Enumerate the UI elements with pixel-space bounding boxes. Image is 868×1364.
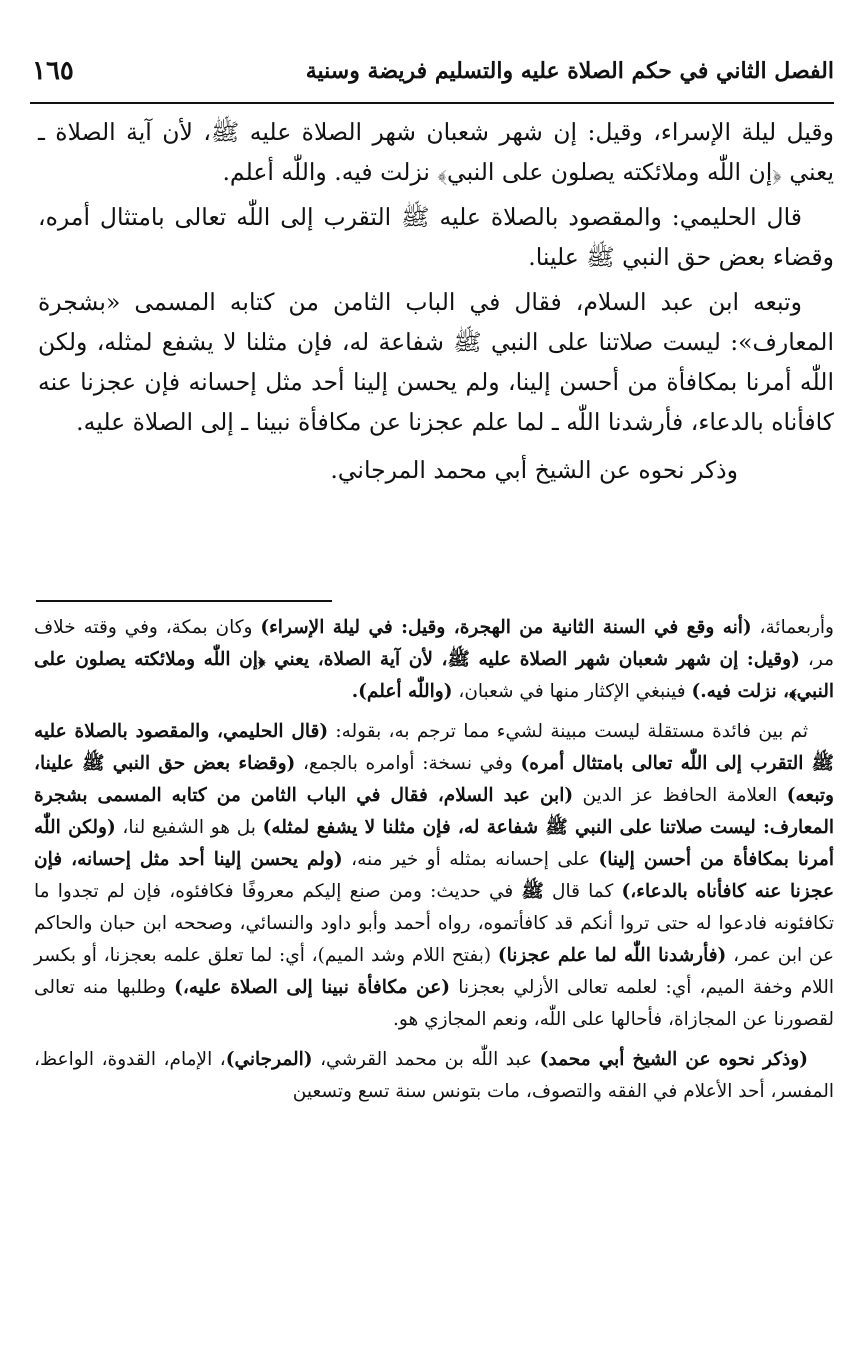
- quoted-matn: (فأرشدنا اللّٰه لما علم عجزنا): [497, 945, 727, 966]
- commentary-text-run: فينبغي الإكثار منها في شعبان،: [452, 681, 692, 702]
- chapter-title: الفصل الثاني في حكم الصلاة عليه والتسليم فريضة وسنية: [305, 58, 834, 84]
- commentary-text-run: ، الإمام، القدوة، الواعظ، المفسر، أحد الأعلام في الفقه والتصوف، مات بتونس سنة تسع وتسعين: [34, 1049, 834, 1102]
- main-text: [38, 112, 834, 495]
- commentary-paragraph-3: [34, 1044, 834, 1108]
- quoted-matn: (قال الحليمي، والمقصود بالصلاة عليه ﷺ التقرب إلى اللّٰه تعالى بامتثال أمره): [34, 721, 834, 774]
- running-header: [30, 52, 834, 104]
- quoted-matn: (واللّٰه أعلم).: [351, 681, 453, 702]
- commentary-paragraph-1: [34, 612, 834, 708]
- commentary-text-run: في حديث: ومن صنع إليكم معروفًا فكافئوه، فإن لم تجدوا ما تكافئونه فادعوا له حتى تروا أنكم قد كافأتموه، رواه أحمد وأبو داود والنسائي، وصححه ابن حبان والحاكم عن ابن عمر،: [34, 881, 834, 966]
- quoted-matn: (ابن عبد السلام، فقال في الباب الثامن من كتابه المسمى بشجرة المعارف: ليست صلاتنا على النبي ﷺ شفاعة له، فإن مثلنا لا يشفع لمثله): [34, 785, 834, 838]
- quoted-matn: (وقضاء بعض حق النبي ﷺ علينا، وتبعه): [34, 753, 834, 806]
- commentary-text-run: وأربعمائة،: [751, 617, 834, 638]
- commentary-text-run: العلامة الحافظ عز الدين: [573, 785, 787, 806]
- quoted-matn: (ولم يحسن إلينا أحد مثل إحسانه، فإن عجزنا عنه كافأناه بالدعاء،): [34, 849, 834, 902]
- quoted-matn: (ولكن اللّٰه أمرنا بمكافأة من أحسن إلينا): [34, 817, 834, 870]
- main-paragraph-2: قال الحليمي: والمقصود بالصلاة عليه ﷺ التقرب إلى اللّٰه تعالى بامتثال أمره، وقضاء بعض حق النبي ﷺ علينا.: [38, 203, 834, 271]
- commentary-text-run: ثم بين فائدة مستقلة ليست مبينة لشيء مما ترجم به، بقوله:: [328, 721, 808, 742]
- footnote-separator: [36, 600, 332, 602]
- quoted-matn: (عن مكافأة نبينا إلى الصلاة عليه،): [174, 977, 451, 998]
- commentary-text-run: عبد اللّٰه بن محمد القرشي،: [312, 1049, 540, 1070]
- commentary-text-run: كما قال: [543, 881, 622, 902]
- main-paragraph-1: وقيل ليلة الإسراء، وقيل: إن شهر شعبان شهر الصلاة عليه ﷺ، لأن آية الصلاة ـ يعني ﴿إن اللّٰه وملائكته يصلون على النبي﴾ نزلت فيه. واللّٰه أعلم.: [38, 118, 834, 186]
- quoted-matn: (وقيل: إن شهر شعبان شهر الصلاة عليه ﷺ، لأن آية الصلاة، يعني ﴿إن اللّٰه وملائكته يصلون على النبي﴾، نزلت فيه.): [34, 649, 834, 702]
- quoted-matn: (أنه وقع في السنة الثانية من الهجرة، وقيل: في ليلة الإسراء): [260, 617, 752, 638]
- commentary-text-run: وطلبها منه تعالى لقصورنا عن المجازاة، فأحالها على اللّٰه، ونعم المجازي هو.: [34, 977, 834, 1030]
- commentary-text-run: بل هو الشفيع لنا،: [115, 817, 263, 838]
- commentary-text-run: وكان بمكة، وفي وقته خلاف مر،: [34, 617, 834, 670]
- quoted-matn: (وذكر نحوه عن الشيخ أبي محمد): [539, 1049, 808, 1070]
- commentary-paragraph-2: [34, 716, 834, 1036]
- commentary-text-run: وفي نسخة: أوامره بالجمع،: [295, 753, 521, 774]
- page-number: ١٦٥: [32, 56, 74, 86]
- commentary-text: [34, 612, 834, 1116]
- quoted-matn: (المرجاني): [225, 1049, 313, 1070]
- commentary-text-run: (بفتح اللام وشد الميم)، أي: لما تعلق علمه بعجزنا، أو بكسر اللام وخفة الميم، أي: لعلمه تعالى الأزلي بعجزنا: [34, 945, 834, 998]
- salawat-glyph: ﷺ: [521, 881, 544, 902]
- commentary-text-run: على إحسانه بمثله أو خير منه،: [342, 849, 599, 870]
- main-paragraph-3: وتبعه ابن عبد السلام، فقال في الباب الثامن من كتابه المسمى «بشجرة المعارف»: ليست صلاتنا على النبي ﷺ شفاعة له، فإن مثلنا لا يشفع لمثله، ولكن اللّٰه أمرنا بمكافأة من أحسن إلينا، ولم يحسن إلينا أحد مثل إحسانه فإن عجزنا عنه كافأناه بالدعاء، فأرشدنا اللّٰه ـ لما علم عجزنا عن مكافأة نبينا ـ إلى الصلاة عليه.: [38, 288, 834, 436]
- main-paragraph-4: وذكر نحوه عن الشيخ أبي محمد المرجاني.: [330, 456, 738, 484]
